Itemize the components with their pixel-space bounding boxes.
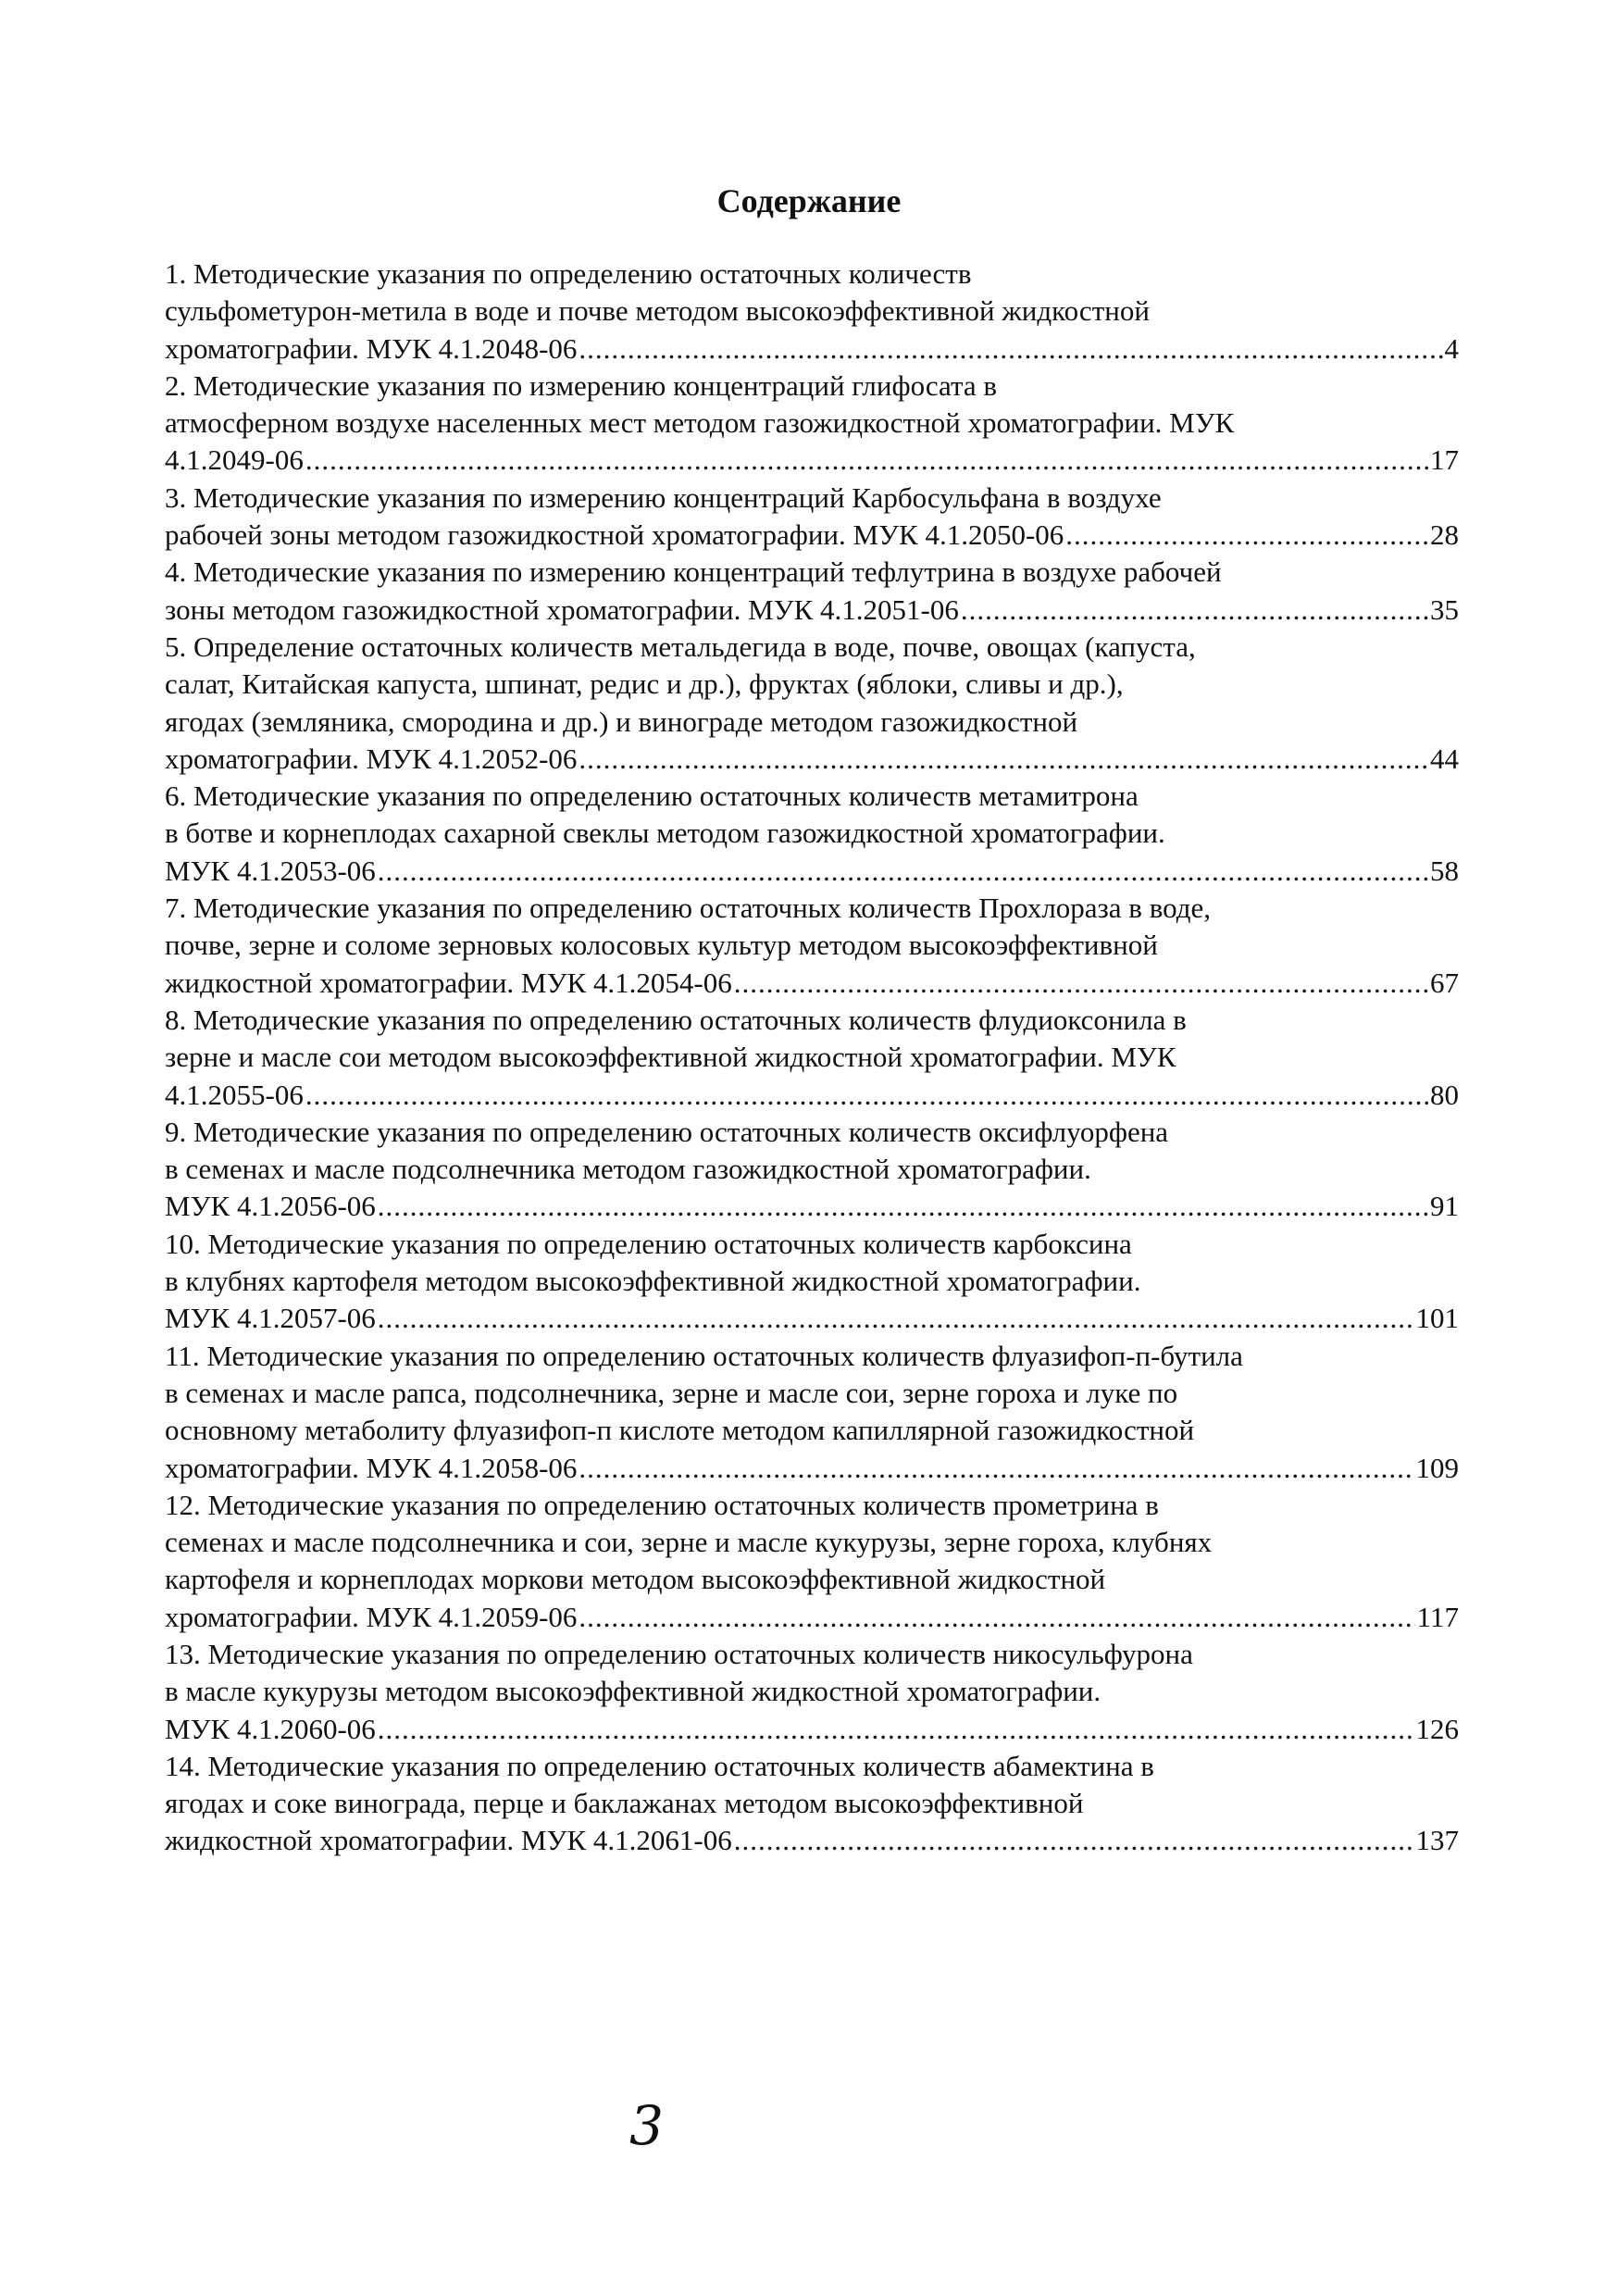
toc-entry-line: в ботве и корнеплодах сахарной свеклы методом газожидкостной хроматографии. xyxy=(165,817,1165,850)
toc-page-number: 117 xyxy=(1416,1600,1459,1633)
toc-entry xyxy=(165,1114,1459,1226)
toc-entry-line: 14. Методические указания по определению остаточных количеств абамектина в xyxy=(165,1749,1154,1782)
toc-entry-last-line xyxy=(165,741,1459,778)
dot-leader xyxy=(734,1822,1414,1859)
toc-entry-line: почве, зерне и соломе зерновых колосовых культур методом высокоэффективной xyxy=(165,929,1158,962)
toc-entry-line: 4. Методические указания по измерению концентраций тефлутрина в воздухе рабочей xyxy=(165,555,1222,589)
toc-page-number: 109 xyxy=(1415,1451,1459,1484)
toc-entry-code: МУК 4.1.2056-06 xyxy=(165,1190,376,1223)
toc-entry-line: ягодах и соке винограда, перце и баклажанах методом высокоэффективной xyxy=(165,1787,1084,1820)
toc-entry xyxy=(165,890,1459,1002)
toc-entry-last-line xyxy=(165,1188,1459,1225)
toc-entry-last-line xyxy=(165,1599,1459,1636)
toc-entry-code: МУК 4.1.2053-06 xyxy=(165,854,376,887)
toc-page-number: 58 xyxy=(1430,854,1459,887)
toc-entry xyxy=(165,629,1459,778)
dot-leader xyxy=(579,1599,1414,1636)
toc-entry-line: сульфометурон-метила в воде и почве методом высокоэффективной жидкостной xyxy=(165,294,1150,328)
toc-page-number: 101 xyxy=(1415,1302,1459,1335)
toc-entry-code: МУК 4.1.2057-06 xyxy=(165,1302,376,1335)
toc-entry-line: 10. Методические указания по определению остаточных количеств карбоксина xyxy=(165,1227,1132,1260)
page-title: Содержание xyxy=(716,182,902,219)
page-number: 3 xyxy=(629,2094,664,2157)
toc-entry-last-line xyxy=(165,1300,1459,1337)
toc-entry-line: картофеля и корнеплодах моркови методом высокоэффективной жидкостной xyxy=(165,1563,1106,1596)
toc-entry-line: ягодах (земляника, смородина и др.) и винограде методом газожидкостной xyxy=(165,705,1078,738)
toc-page-number: 126 xyxy=(1415,1712,1459,1745)
toc-page-number: 35 xyxy=(1430,593,1459,626)
toc-entry-line: 3. Методические указания по измерению концентраций Карбосульфана в воздухе xyxy=(165,480,1162,514)
dot-leader xyxy=(579,741,1428,778)
table-of-contents xyxy=(165,256,1459,1860)
toc-entry-line: 6. Методические указания по определению остаточных количеств метамитрона xyxy=(165,780,1139,813)
toc-entry xyxy=(165,1748,1459,1860)
toc-page-number: 28 xyxy=(1430,518,1459,552)
toc-entry-code: рабочей зоны методом газожидкостной хроматографии. МУК 4.1.2050-06 xyxy=(165,518,1064,552)
toc-page-number: 91 xyxy=(1430,1190,1459,1223)
toc-entry-code: 4.1.2049-06 xyxy=(165,443,304,477)
dot-leader xyxy=(1065,517,1428,554)
toc-entry xyxy=(165,1487,1459,1636)
toc-entry xyxy=(165,368,1459,480)
toc-entry-line: в семенах и масле подсолнечника методом газожидкостной хроматографии. xyxy=(165,1153,1091,1186)
toc-entry-code: хроматографии. МУК 4.1.2048-06 xyxy=(165,331,578,365)
toc-entry xyxy=(165,1226,1459,1338)
dot-leader xyxy=(305,442,1428,479)
dot-leader xyxy=(378,1188,1428,1225)
toc-entry-line: семенах и масле подсолнечника и сои, зерне и масле кукурузы, зерне гороха, клубнях xyxy=(165,1526,1213,1559)
toc-entry-code: жидкостной хроматографии. МУК 4.1.2054-06 xyxy=(165,966,732,999)
toc-entry xyxy=(165,1002,1459,1114)
toc-entry-line: в клубнях картофеля методом высокоэффективной жидкостной хроматографии. xyxy=(165,1265,1141,1298)
dot-leader xyxy=(734,965,1428,1002)
toc-entry-line: зерне и масле сои методом высокоэффективной жидкостной хроматографии. МУК xyxy=(165,1041,1176,1074)
toc-entry-line: 7. Методические указания по определению остаточных количеств Прохлораза в воде, xyxy=(165,892,1212,925)
toc-entry-last-line xyxy=(165,1077,1459,1114)
toc-page-number: 4 xyxy=(1444,331,1459,365)
toc-entry-line: салат, Китайская капуста, шпинат, редис и др.), фруктах (яблоки, сливы и др.), xyxy=(165,668,1124,701)
toc-entry xyxy=(165,778,1459,890)
toc-entry-last-line xyxy=(165,1450,1459,1487)
toc-entry-last-line xyxy=(165,853,1459,890)
toc-entry-line: 11. Методические указания по определению остаточных количеств флуазифоп-п-бутила xyxy=(165,1339,1243,1372)
toc-entry xyxy=(165,1636,1459,1748)
toc-entry-line: 5. Определение остаточных количеств метальдегида в воде, почве, овощах (капуста, xyxy=(165,630,1196,663)
toc-entry-last-line xyxy=(165,331,1459,368)
dot-leader xyxy=(579,331,1442,368)
dot-leader xyxy=(579,1450,1413,1487)
dot-leader xyxy=(378,1711,1414,1748)
toc-entry-last-line xyxy=(165,1822,1459,1859)
toc-entry xyxy=(165,480,1459,555)
toc-entry-last-line xyxy=(165,1711,1459,1748)
toc-entry-line: 13. Методические указания по определению остаточных количеств никосульфурона xyxy=(165,1637,1193,1670)
toc-page-number: 80 xyxy=(1430,1078,1459,1111)
toc-entry-code: жидкостной хроматографии. МУК 4.1.2061-06 xyxy=(165,1824,732,1857)
dot-leader xyxy=(378,853,1428,890)
toc-entry-line: 8. Методические указания по определению остаточных количеств флудиоксонила в xyxy=(165,1003,1187,1036)
toc-entry-line: 2. Методические указания по измерению концентраций глифосата в xyxy=(165,368,998,402)
toc-entry-code: зоны методом газожидкостной хроматографии. МУК 4.1.2051-06 xyxy=(165,593,959,626)
toc-entry xyxy=(165,1338,1459,1487)
dot-leader xyxy=(961,592,1428,629)
toc-entry-line: атмосферном воздухе населенных мест методом газожидкостной хроматографии. МУК xyxy=(165,406,1235,440)
toc-entry-last-line xyxy=(165,592,1459,629)
toc-entry-line: 9. Методические указания по определению остаточных количеств оксифлуорфена xyxy=(165,1115,1169,1148)
toc-page-number: 137 xyxy=(1415,1824,1459,1857)
toc-entry-line: в семенах и масле рапса, подсолнечника, зерне и масле сои, зерне гороха и луке по xyxy=(165,1376,1178,1409)
toc-page-number: 44 xyxy=(1430,742,1459,775)
toc-entry-code: хроматографии. МУК 4.1.2052-06 xyxy=(165,742,578,775)
toc-entry-code: хроматографии. МУК 4.1.2058-06 xyxy=(165,1451,578,1484)
toc-entry-code: 4.1.2055-06 xyxy=(165,1078,304,1111)
dot-leader xyxy=(378,1300,1414,1337)
toc-entry-line: основному метаболиту флуазифоп-п кислоте методом капиллярной газожидкостной xyxy=(165,1414,1195,1447)
toc-entry-code: МУК 4.1.2060-06 xyxy=(165,1712,376,1745)
toc-entry-line: 12. Методические указания по определению остаточных количеств прометрина в xyxy=(165,1488,1159,1521)
toc-entry xyxy=(165,256,1459,368)
toc-page-number: 17 xyxy=(1430,443,1459,477)
toc-entry-line: 1. Методические указания по определению остаточных количеств xyxy=(165,257,972,290)
toc-page-number: 67 xyxy=(1430,966,1459,999)
toc-entry-code: хроматографии. МУК 4.1.2059-06 xyxy=(165,1600,578,1633)
toc-entry xyxy=(165,554,1459,629)
dot-leader xyxy=(305,1077,1428,1114)
toc-entry-line: в масле кукурузы методом высокоэффективной жидкостной хроматографии. xyxy=(165,1675,1101,1708)
toc-entry-last-line xyxy=(165,442,1459,479)
toc-entry-last-line xyxy=(165,517,1459,554)
toc-entry-last-line xyxy=(165,965,1459,1002)
